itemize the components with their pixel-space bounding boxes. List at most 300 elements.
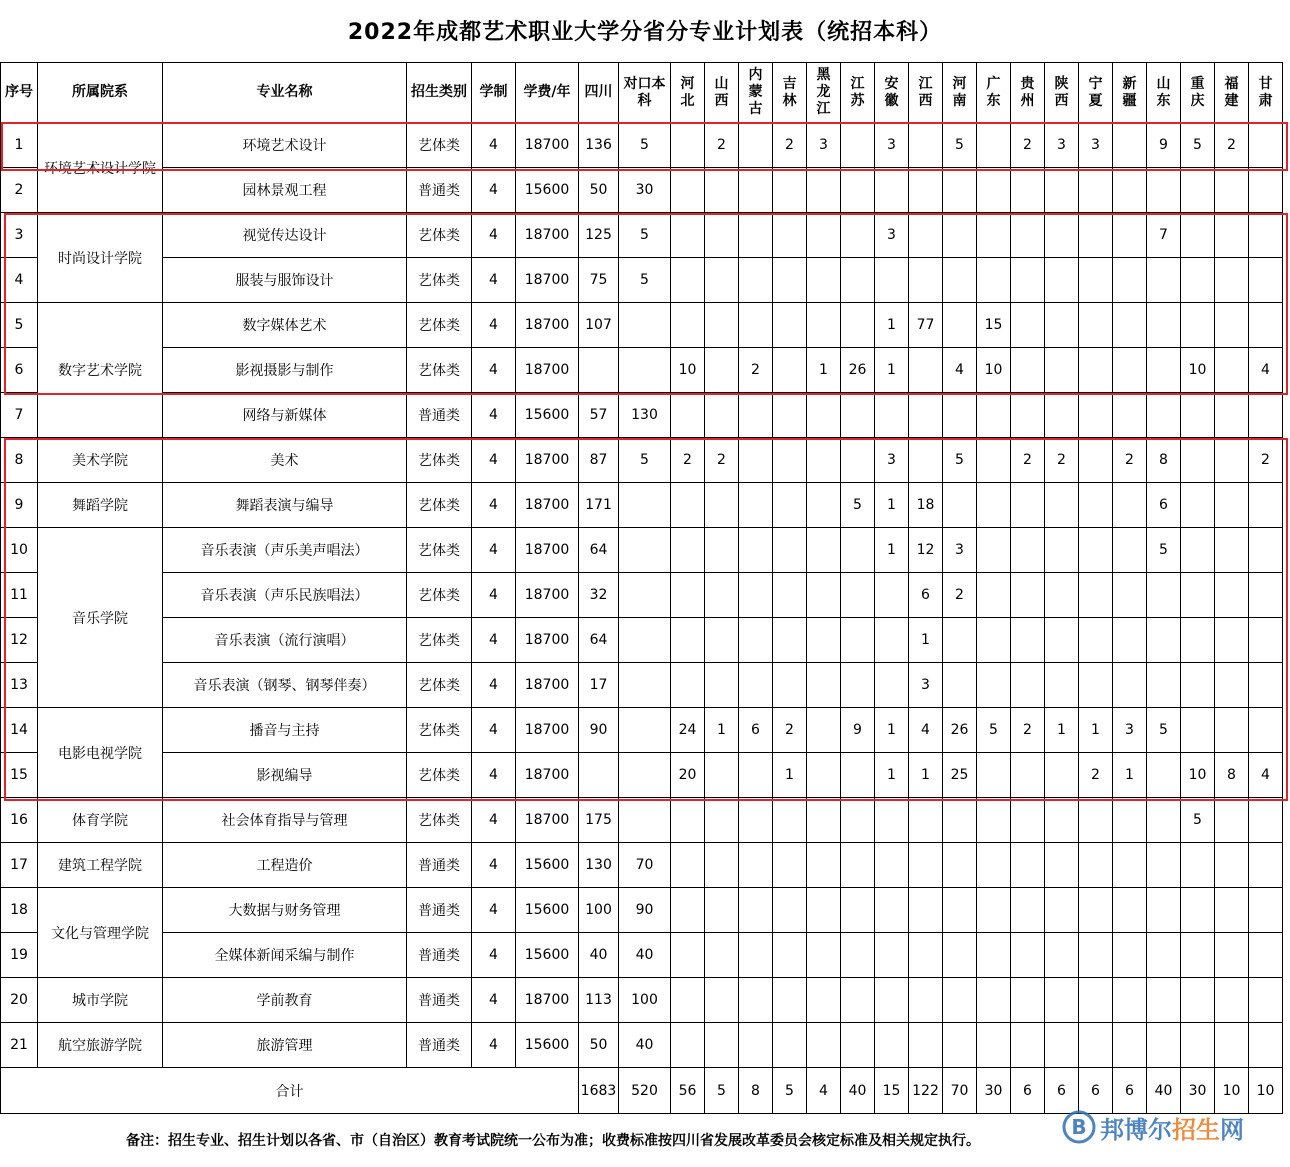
- data-cell: 3: [875, 213, 909, 258]
- data-cell: 8: [1215, 753, 1249, 798]
- data-cell: 5: [1181, 123, 1215, 168]
- data-cell: [773, 1023, 807, 1068]
- data-cell: [619, 663, 671, 708]
- row-number: 15: [1, 753, 38, 798]
- data-cell: 9: [841, 708, 875, 753]
- data-cell: 18700: [516, 303, 579, 348]
- data-cell: [1181, 708, 1215, 753]
- data-cell: 5: [943, 123, 977, 168]
- data-cell: [1045, 888, 1079, 933]
- row-number: 1: [1, 123, 38, 168]
- data-cell: 4: [943, 348, 977, 393]
- data-cell: [807, 573, 841, 618]
- data-cell: 4: [909, 708, 943, 753]
- table-row: [1, 258, 1283, 303]
- data-cell: [1181, 1023, 1215, 1068]
- data-cell: [1011, 258, 1045, 303]
- data-cell: [773, 303, 807, 348]
- data-cell: [1045, 168, 1079, 213]
- total-value: 6: [1045, 1068, 1079, 1114]
- column-header: 序号: [1, 63, 38, 123]
- data-cell: [1181, 438, 1215, 483]
- data-cell: 24: [671, 708, 705, 753]
- column-header: 广东: [977, 63, 1011, 123]
- data-cell: [807, 978, 841, 1023]
- data-cell: [807, 258, 841, 303]
- data-cell: 4: [472, 663, 516, 708]
- data-cell: [1011, 618, 1045, 663]
- data-cell: 17: [579, 663, 619, 708]
- department-cell: 城市学院: [38, 978, 163, 1023]
- department-cell: 体育学院: [38, 798, 163, 843]
- data-cell: 175: [579, 798, 619, 843]
- department-cell: 环境艺术设计学院: [38, 123, 163, 213]
- row-number: 19: [1, 933, 38, 978]
- data-cell: [705, 978, 739, 1023]
- data-cell: [1249, 528, 1283, 573]
- data-cell: [841, 213, 875, 258]
- data-cell: [977, 1023, 1011, 1068]
- column-header: 新疆: [1113, 63, 1147, 123]
- data-cell: 4: [472, 393, 516, 438]
- data-cell: 4: [472, 123, 516, 168]
- data-cell: 3: [943, 528, 977, 573]
- total-value: 56: [671, 1068, 705, 1114]
- data-cell: [875, 798, 909, 843]
- data-cell: [909, 843, 943, 888]
- table-row: [1, 978, 1283, 1023]
- data-cell: [739, 753, 773, 798]
- data-cell: [705, 483, 739, 528]
- data-cell: [1181, 843, 1215, 888]
- table-row: [1, 663, 1283, 708]
- data-cell: 4: [472, 258, 516, 303]
- data-cell: 艺体类: [407, 123, 472, 168]
- data-cell: [705, 1023, 739, 1068]
- data-cell: [875, 618, 909, 663]
- data-cell: [1181, 303, 1215, 348]
- data-cell: [619, 528, 671, 573]
- data-cell: [1079, 573, 1113, 618]
- data-cell: [977, 618, 1011, 663]
- data-cell: 2: [739, 348, 773, 393]
- data-cell: [977, 888, 1011, 933]
- data-cell: [1079, 798, 1113, 843]
- data-cell: 30: [619, 168, 671, 213]
- data-cell: [909, 168, 943, 213]
- table-row: [1, 168, 1283, 213]
- data-cell: 18700: [516, 618, 579, 663]
- data-cell: [1181, 573, 1215, 618]
- data-cell: [841, 528, 875, 573]
- data-cell: [1181, 483, 1215, 528]
- data-cell: [1181, 528, 1215, 573]
- total-value: 10: [1249, 1068, 1283, 1114]
- department-cell: 电影电视学院: [38, 708, 163, 798]
- data-cell: 18700: [516, 798, 579, 843]
- data-cell: [1215, 528, 1249, 573]
- data-cell: [977, 528, 1011, 573]
- data-cell: 18700: [516, 123, 579, 168]
- data-cell: [1045, 303, 1079, 348]
- data-cell: 107: [579, 303, 619, 348]
- data-cell: [841, 258, 875, 303]
- department-cell: 时尚设计学院: [38, 213, 163, 303]
- data-cell: [1113, 1023, 1147, 1068]
- data-cell: 艺体类: [407, 618, 472, 663]
- data-cell: 3: [807, 123, 841, 168]
- data-cell: [1181, 888, 1215, 933]
- data-cell: 5: [1181, 798, 1215, 843]
- data-cell: [807, 708, 841, 753]
- data-cell: 70: [619, 843, 671, 888]
- data-cell: [943, 258, 977, 303]
- column-header: 黑龙江: [807, 63, 841, 123]
- watermark-accent: 招生: [1172, 1115, 1220, 1144]
- data-cell: [807, 663, 841, 708]
- data-cell: 1: [1045, 708, 1079, 753]
- data-cell: 5: [1147, 708, 1181, 753]
- data-cell: 26: [841, 348, 875, 393]
- data-cell: [671, 843, 705, 888]
- data-cell: [807, 798, 841, 843]
- data-cell: [1045, 573, 1079, 618]
- data-cell: 10: [977, 348, 1011, 393]
- data-cell: [841, 303, 875, 348]
- data-cell: 艺体类: [407, 438, 472, 483]
- table-row: [1, 888, 1283, 933]
- data-cell: [1215, 663, 1249, 708]
- row-number: 7: [1, 393, 38, 438]
- data-cell: 4: [472, 708, 516, 753]
- data-cell: [841, 438, 875, 483]
- data-cell: [1079, 618, 1113, 663]
- major-name: 旅游管理: [163, 1023, 407, 1068]
- data-cell: [1113, 168, 1147, 213]
- data-cell: [619, 798, 671, 843]
- data-cell: [1113, 123, 1147, 168]
- data-cell: [739, 573, 773, 618]
- row-number: 2: [1, 168, 38, 213]
- table-row: [1, 438, 1283, 483]
- major-name: 舞蹈表演与编导: [163, 483, 407, 528]
- data-cell: [619, 483, 671, 528]
- data-cell: 12: [909, 528, 943, 573]
- data-cell: [1249, 573, 1283, 618]
- data-cell: [1147, 663, 1181, 708]
- footnote: 备注：招生专业、招生计划以各省、市（自治区）教育考试院统一公布为准；收费标准按四川省发展改革委员会核定标准及相关规定执行。: [126, 1133, 980, 1149]
- table-row: [1, 843, 1283, 888]
- data-cell: [1249, 258, 1283, 303]
- data-cell: [773, 483, 807, 528]
- data-cell: [1249, 798, 1283, 843]
- data-cell: [1215, 348, 1249, 393]
- data-cell: 艺体类: [407, 663, 472, 708]
- data-cell: 15600: [516, 1023, 579, 1068]
- data-cell: [671, 933, 705, 978]
- data-cell: [841, 168, 875, 213]
- data-cell: [671, 258, 705, 303]
- data-cell: [1079, 303, 1113, 348]
- data-cell: 18: [909, 483, 943, 528]
- data-cell: [1249, 1023, 1283, 1068]
- data-cell: 2: [1113, 438, 1147, 483]
- data-cell: 50: [579, 168, 619, 213]
- data-cell: [943, 483, 977, 528]
- data-cell: [1249, 123, 1283, 168]
- column-header: 安徽: [875, 63, 909, 123]
- data-cell: 18700: [516, 978, 579, 1023]
- column-header: 招生类别: [407, 63, 472, 123]
- data-cell: 2: [705, 123, 739, 168]
- row-number: 18: [1, 888, 38, 933]
- data-cell: [1079, 393, 1113, 438]
- data-cell: [773, 888, 807, 933]
- data-cell: [1215, 1023, 1249, 1068]
- data-cell: 3: [1079, 123, 1113, 168]
- data-cell: [909, 888, 943, 933]
- data-cell: [807, 1023, 841, 1068]
- row-number: 8: [1, 438, 38, 483]
- data-cell: [909, 933, 943, 978]
- data-cell: 15: [977, 303, 1011, 348]
- data-cell: [1079, 168, 1113, 213]
- data-cell: [1249, 888, 1283, 933]
- data-cell: 64: [579, 528, 619, 573]
- data-cell: [1045, 393, 1079, 438]
- total-label: 合计: [1, 1068, 579, 1114]
- data-cell: 18700: [516, 663, 579, 708]
- data-cell: 1: [875, 483, 909, 528]
- data-cell: 2: [1045, 438, 1079, 483]
- data-cell: 18700: [516, 213, 579, 258]
- data-cell: 5: [619, 123, 671, 168]
- data-cell: 4: [472, 213, 516, 258]
- data-cell: [1249, 213, 1283, 258]
- data-cell: [977, 573, 1011, 618]
- total-value: 15: [875, 1068, 909, 1114]
- data-cell: [1215, 618, 1249, 663]
- data-cell: 1: [875, 348, 909, 393]
- data-cell: [619, 573, 671, 618]
- data-cell: [1011, 933, 1045, 978]
- data-cell: 4: [1249, 348, 1283, 393]
- total-value: 6: [1011, 1068, 1045, 1114]
- data-cell: [773, 843, 807, 888]
- column-header: 宁夏: [1079, 63, 1113, 123]
- data-cell: [807, 753, 841, 798]
- data-cell: 1: [909, 753, 943, 798]
- row-number: 6: [1, 348, 38, 393]
- data-cell: 2: [1011, 123, 1045, 168]
- data-cell: 2: [1215, 123, 1249, 168]
- data-cell: 77: [909, 303, 943, 348]
- table-row: [1, 798, 1283, 843]
- data-cell: [977, 168, 1011, 213]
- data-cell: [977, 393, 1011, 438]
- data-cell: 4: [1249, 753, 1283, 798]
- data-cell: [1045, 978, 1079, 1023]
- data-cell: [1079, 978, 1113, 1023]
- data-cell: [739, 663, 773, 708]
- data-cell: [773, 573, 807, 618]
- data-cell: 40: [579, 933, 619, 978]
- data-cell: [1011, 663, 1045, 708]
- major-name: 音乐表演（声乐美声唱法）: [163, 528, 407, 573]
- data-cell: [1011, 1023, 1045, 1068]
- row-number: 16: [1, 798, 38, 843]
- data-cell: [1079, 888, 1113, 933]
- data-cell: [671, 303, 705, 348]
- data-cell: 113: [579, 978, 619, 1023]
- data-cell: 4: [472, 753, 516, 798]
- data-cell: 2: [1011, 438, 1045, 483]
- data-cell: [1113, 573, 1147, 618]
- data-cell: [739, 618, 773, 663]
- data-cell: 3: [909, 663, 943, 708]
- table-row: [1, 528, 1283, 573]
- row-number: 17: [1, 843, 38, 888]
- data-cell: [773, 798, 807, 843]
- row-number: 11: [1, 573, 38, 618]
- data-cell: 1: [875, 528, 909, 573]
- total-value: 6: [1079, 1068, 1113, 1114]
- header-row: [1, 63, 1283, 123]
- major-name: 服装与服饰设计: [163, 258, 407, 303]
- data-cell: [773, 213, 807, 258]
- data-cell: 15600: [516, 843, 579, 888]
- data-cell: [943, 618, 977, 663]
- major-name: 音乐表演（声乐民族唱法）: [163, 573, 407, 618]
- watermark: [1062, 1107, 1284, 1147]
- data-cell: [1011, 573, 1045, 618]
- data-cell: [773, 528, 807, 573]
- table-row: [1, 483, 1283, 528]
- data-cell: [1215, 798, 1249, 843]
- data-cell: 4: [472, 978, 516, 1023]
- data-cell: 2: [705, 438, 739, 483]
- data-cell: 100: [579, 888, 619, 933]
- data-cell: [1249, 978, 1283, 1023]
- data-cell: [807, 843, 841, 888]
- data-cell: [705, 258, 739, 303]
- data-cell: 4: [472, 303, 516, 348]
- department-cell: 航空旅游学院: [38, 1023, 163, 1068]
- data-cell: [807, 303, 841, 348]
- total-value: 8: [739, 1068, 773, 1114]
- data-cell: 87: [579, 438, 619, 483]
- data-cell: [841, 798, 875, 843]
- department-cell: 建筑工程学院: [38, 843, 163, 888]
- major-name: 大数据与财务管理: [163, 888, 407, 933]
- data-cell: [1147, 798, 1181, 843]
- data-cell: 4: [472, 933, 516, 978]
- data-cell: [875, 978, 909, 1023]
- data-cell: [671, 978, 705, 1023]
- data-cell: [1147, 888, 1181, 933]
- department-cell: 数字艺术学院: [38, 303, 163, 438]
- data-cell: 15600: [516, 168, 579, 213]
- data-cell: [841, 933, 875, 978]
- row-number: 20: [1, 978, 38, 1023]
- data-cell: [875, 1023, 909, 1068]
- major-name: 影视摄影与制作: [163, 348, 407, 393]
- data-cell: [1079, 933, 1113, 978]
- data-cell: [1113, 213, 1147, 258]
- data-cell: [705, 528, 739, 573]
- total-value: 10: [1215, 1068, 1249, 1114]
- data-cell: 5: [841, 483, 875, 528]
- major-name: 美术: [163, 438, 407, 483]
- data-cell: 100: [619, 978, 671, 1023]
- data-cell: 2: [671, 438, 705, 483]
- data-cell: [773, 348, 807, 393]
- data-cell: 5: [977, 708, 1011, 753]
- data-cell: 4: [472, 888, 516, 933]
- data-cell: [773, 168, 807, 213]
- data-cell: 2: [773, 123, 807, 168]
- table-row: [1, 708, 1283, 753]
- data-cell: 3: [1045, 123, 1079, 168]
- data-cell: [705, 888, 739, 933]
- data-cell: [773, 258, 807, 303]
- data-cell: [807, 888, 841, 933]
- data-cell: [909, 1023, 943, 1068]
- data-cell: [875, 888, 909, 933]
- column-header: 学制: [472, 63, 516, 123]
- data-cell: [1147, 393, 1181, 438]
- data-cell: [943, 213, 977, 258]
- total-value: 122: [909, 1068, 943, 1114]
- data-cell: 40: [619, 1023, 671, 1068]
- data-cell: [1113, 933, 1147, 978]
- total-value: 70: [943, 1068, 977, 1114]
- data-cell: 2: [1079, 753, 1113, 798]
- data-cell: 2: [1011, 708, 1045, 753]
- data-cell: [1011, 798, 1045, 843]
- column-header: 甘肃: [1249, 63, 1283, 123]
- data-cell: [875, 843, 909, 888]
- data-cell: [807, 528, 841, 573]
- data-cell: [943, 168, 977, 213]
- row-number: 5: [1, 303, 38, 348]
- data-cell: 18700: [516, 753, 579, 798]
- table-row: [1, 393, 1283, 438]
- table-row: [1, 933, 1283, 978]
- data-cell: 75: [579, 258, 619, 303]
- watermark-main: 邦博尔: [1100, 1115, 1172, 1144]
- data-cell: [773, 933, 807, 978]
- data-cell: 15600: [516, 393, 579, 438]
- data-cell: [671, 213, 705, 258]
- data-cell: [977, 213, 1011, 258]
- data-cell: [739, 168, 773, 213]
- data-cell: [841, 753, 875, 798]
- data-cell: [977, 483, 1011, 528]
- major-name: 环境艺术设计: [163, 123, 407, 168]
- data-cell: [773, 393, 807, 438]
- data-cell: 2: [943, 573, 977, 618]
- data-cell: 10: [1181, 348, 1215, 393]
- data-cell: [1113, 978, 1147, 1023]
- data-cell: [1011, 213, 1045, 258]
- table-row: [1, 618, 1283, 663]
- data-cell: [1181, 978, 1215, 1023]
- data-cell: [977, 123, 1011, 168]
- data-cell: [1249, 483, 1283, 528]
- data-cell: [1079, 348, 1113, 393]
- data-cell: [1045, 663, 1079, 708]
